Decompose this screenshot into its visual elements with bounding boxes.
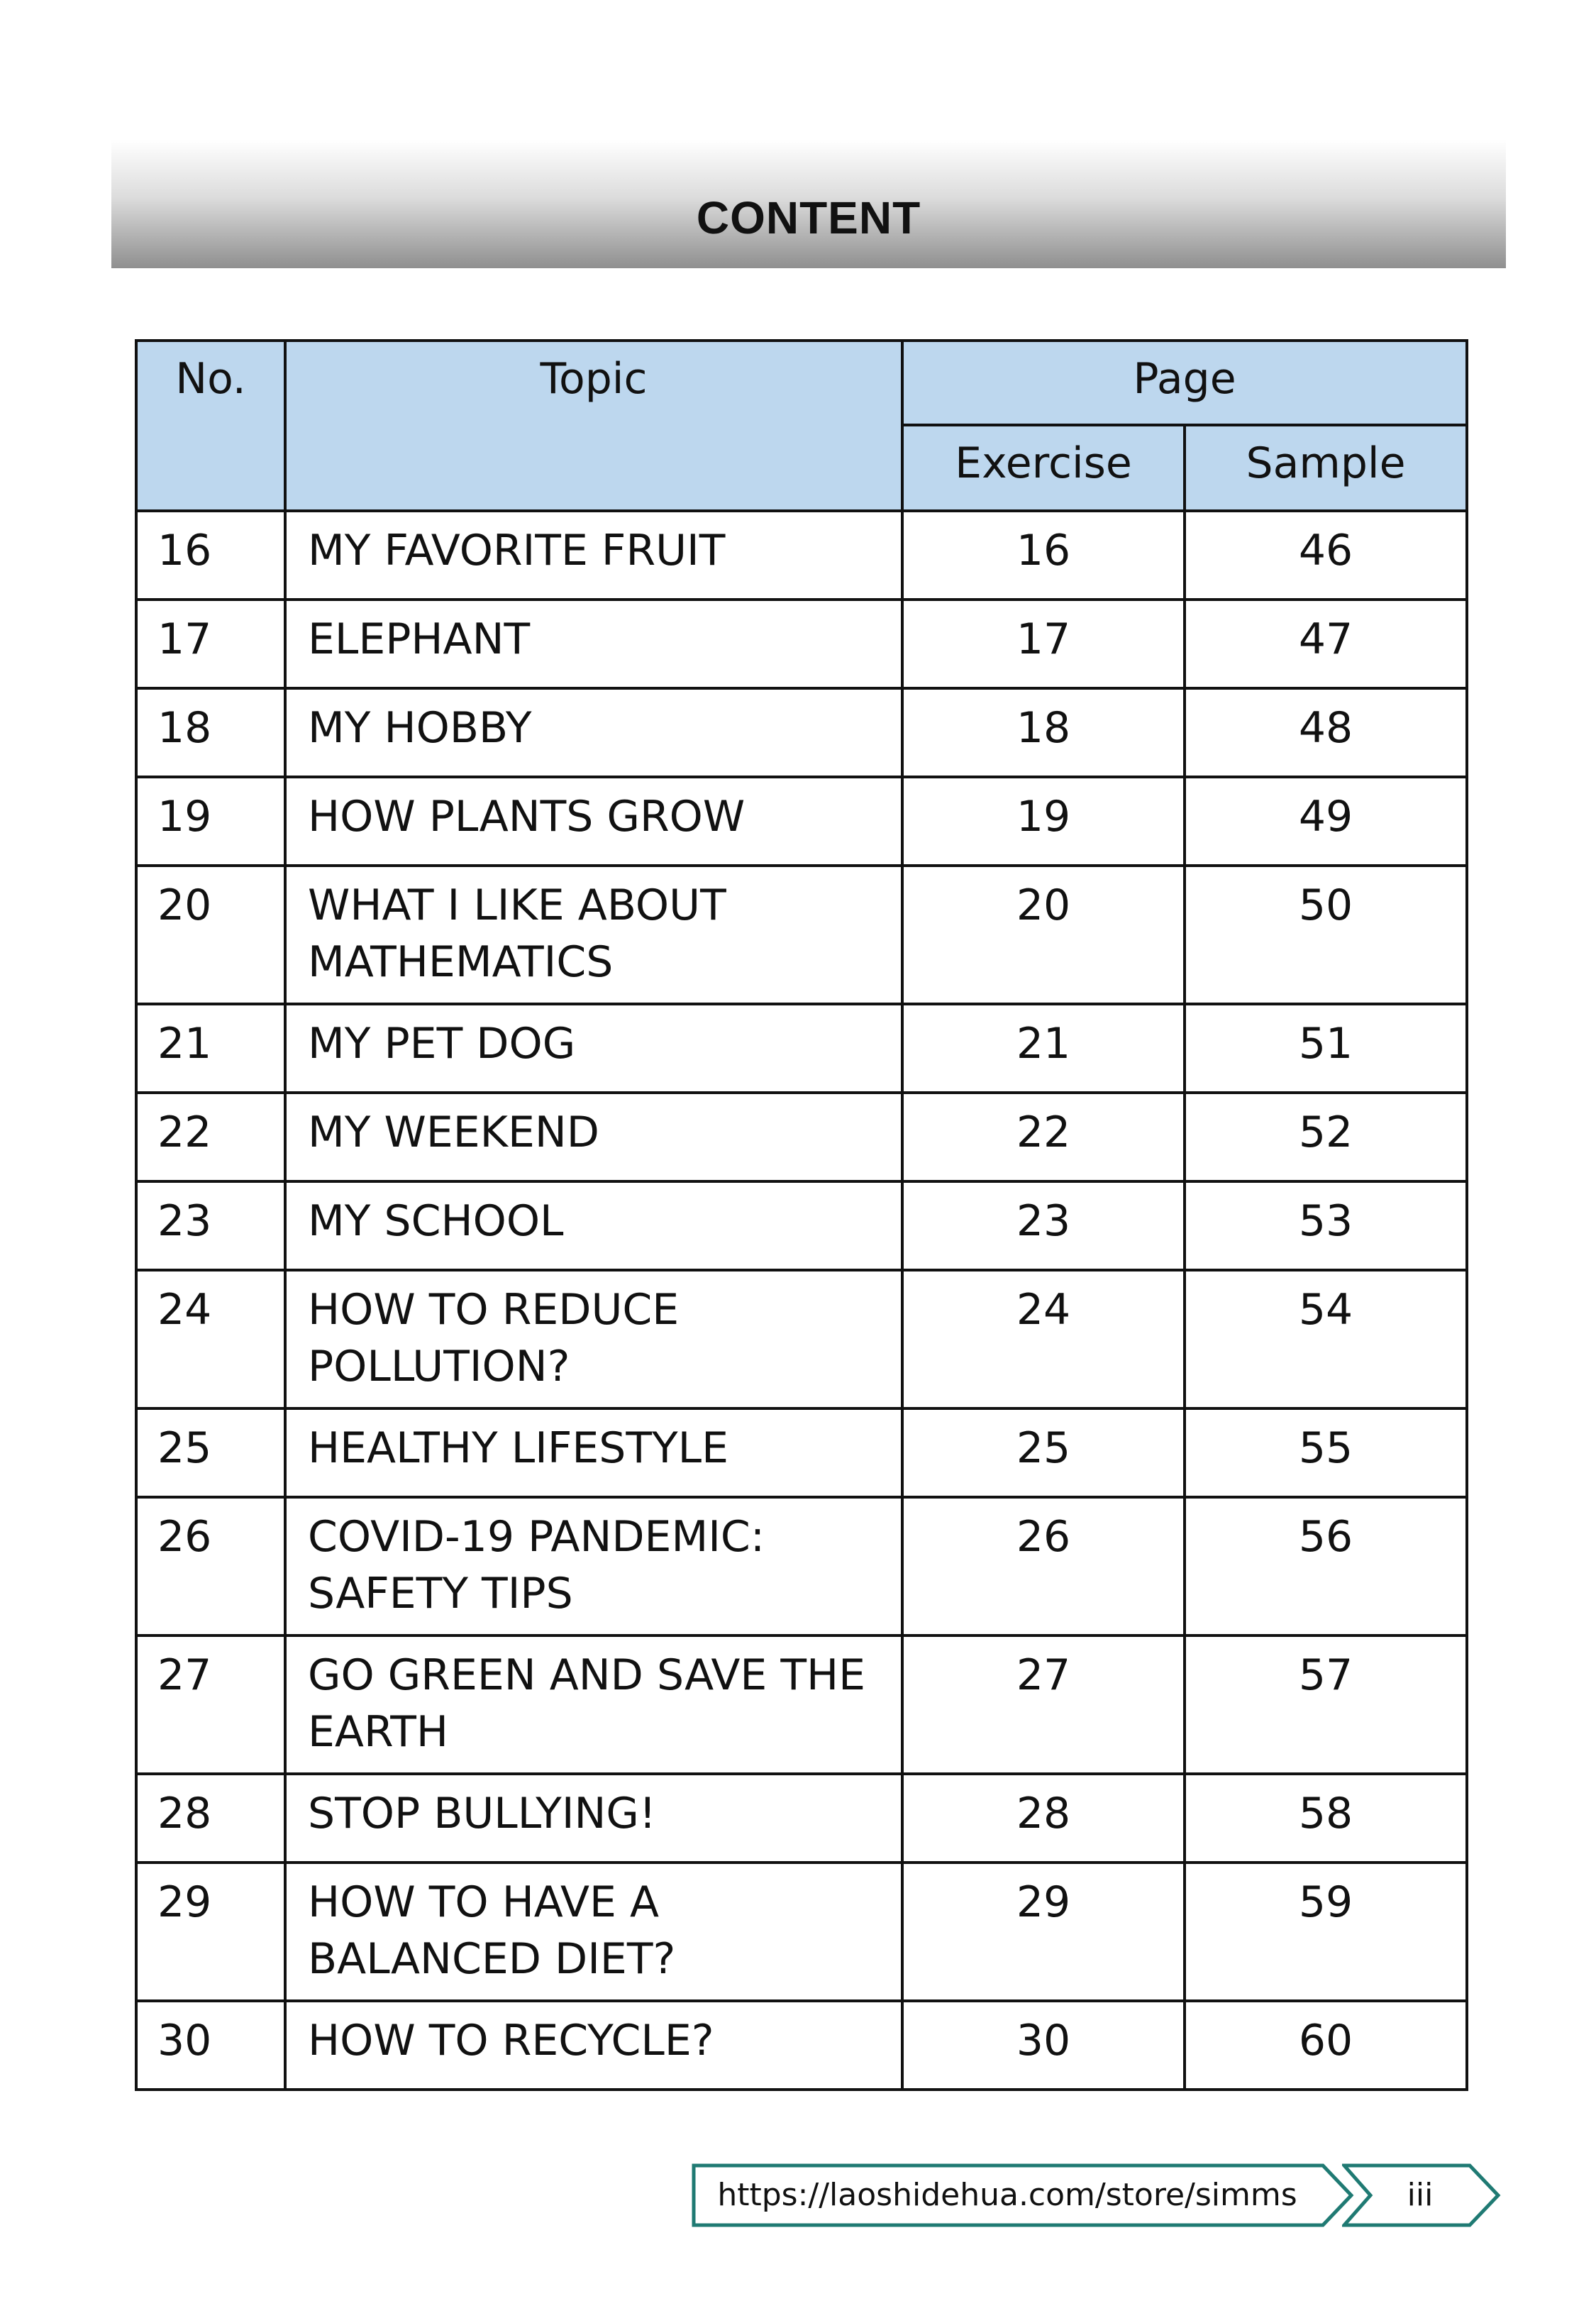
table-row bbox=[136, 777, 1467, 866]
row-number: 25 bbox=[136, 1408, 285, 1497]
row-number: 19 bbox=[136, 777, 285, 866]
row-sample-page: 54 bbox=[1185, 1270, 1467, 1408]
row-sample-page: 49 bbox=[1185, 777, 1467, 866]
table-row bbox=[136, 2001, 1467, 2090]
header-no: No. bbox=[136, 341, 285, 511]
page-title: CONTENT bbox=[696, 192, 921, 243]
row-number: 23 bbox=[136, 1181, 285, 1270]
footer-page-marker bbox=[1342, 2163, 1502, 2227]
row-sample-page: 55 bbox=[1185, 1408, 1467, 1497]
row-sample-page: 48 bbox=[1185, 688, 1467, 777]
table-row bbox=[136, 1497, 1467, 1635]
row-sample-page: 47 bbox=[1185, 600, 1467, 688]
row-sample-page: 53 bbox=[1185, 1181, 1467, 1270]
page-number: iii bbox=[1407, 2177, 1434, 2213]
row-exercise-page: 22 bbox=[902, 1093, 1185, 1181]
row-topic: MY PET DOG bbox=[285, 1004, 902, 1093]
row-sample-page: 59 bbox=[1185, 1863, 1467, 2001]
row-exercise-page: 26 bbox=[902, 1497, 1185, 1635]
row-exercise-page: 20 bbox=[902, 866, 1185, 1004]
title-banner bbox=[111, 140, 1506, 268]
footer-url[interactable]: https://laoshidehua.com/store/simms bbox=[717, 2177, 1297, 2213]
row-topic: HEALTHY LIFESTYLE bbox=[285, 1408, 902, 1497]
row-exercise-page: 25 bbox=[902, 1408, 1185, 1497]
table-row bbox=[136, 1774, 1467, 1863]
row-exercise-page: 19 bbox=[902, 777, 1185, 866]
row-topic: HOW TO REDUCE POLLUTION? bbox=[285, 1270, 902, 1408]
row-exercise-page: 21 bbox=[902, 1004, 1185, 1093]
row-sample-page: 51 bbox=[1185, 1004, 1467, 1093]
contents-table bbox=[135, 339, 1468, 2091]
row-topic: HOW TO HAVE A BALANCED DIET? bbox=[285, 1863, 902, 2001]
row-sample-page: 56 bbox=[1185, 1497, 1467, 1635]
row-topic: MY SCHOOL bbox=[285, 1181, 902, 1270]
row-number: 29 bbox=[136, 1863, 285, 2001]
table-row bbox=[136, 866, 1467, 1004]
table-row bbox=[136, 1181, 1467, 1270]
row-exercise-page: 23 bbox=[902, 1181, 1185, 1270]
row-number: 16 bbox=[136, 511, 285, 600]
row-exercise-page: 24 bbox=[902, 1270, 1185, 1408]
table-row bbox=[136, 1863, 1467, 2001]
row-exercise-page: 29 bbox=[902, 1863, 1185, 2001]
row-sample-page: 57 bbox=[1185, 1635, 1467, 1774]
row-exercise-page: 30 bbox=[902, 2001, 1185, 2090]
row-topic: MY WEEKEND bbox=[285, 1093, 902, 1181]
row-exercise-page: 27 bbox=[902, 1635, 1185, 1774]
table-row bbox=[136, 1093, 1467, 1181]
table-row bbox=[136, 1270, 1467, 1408]
table-row bbox=[136, 1635, 1467, 1774]
row-exercise-page: 28 bbox=[902, 1774, 1185, 1863]
row-exercise-page: 16 bbox=[902, 511, 1185, 600]
footer-url-banner[interactable] bbox=[692, 2163, 1355, 2227]
row-sample-page: 46 bbox=[1185, 511, 1467, 600]
row-number: 18 bbox=[136, 688, 285, 777]
header-page: Page bbox=[902, 341, 1467, 425]
row-sample-page: 50 bbox=[1185, 866, 1467, 1004]
row-number: 26 bbox=[136, 1497, 285, 1635]
row-number: 21 bbox=[136, 1004, 285, 1093]
row-number: 22 bbox=[136, 1093, 285, 1181]
row-number: 30 bbox=[136, 2001, 285, 2090]
row-number: 28 bbox=[136, 1774, 285, 1863]
row-exercise-page: 18 bbox=[902, 688, 1185, 777]
row-sample-page: 52 bbox=[1185, 1093, 1467, 1181]
row-exercise-page: 17 bbox=[902, 600, 1185, 688]
row-number: 17 bbox=[136, 600, 285, 688]
row-topic: MY HOBBY bbox=[285, 688, 902, 777]
row-topic: HOW PLANTS GROW bbox=[285, 777, 902, 866]
row-topic: WHAT I LIKE ABOUT MATHEMATICS bbox=[285, 866, 902, 1004]
table-row bbox=[136, 1408, 1467, 1497]
header-exercise: Exercise bbox=[902, 425, 1185, 511]
table-row bbox=[136, 688, 1467, 777]
table-row bbox=[136, 1004, 1467, 1093]
row-sample-page: 58 bbox=[1185, 1774, 1467, 1863]
table-row bbox=[136, 600, 1467, 688]
row-number: 27 bbox=[136, 1635, 285, 1774]
row-topic: STOP BULLYING! bbox=[285, 1774, 902, 1863]
row-sample-page: 60 bbox=[1185, 2001, 1467, 2090]
row-number: 20 bbox=[136, 866, 285, 1004]
table-row bbox=[136, 511, 1467, 600]
row-topic: GO GREEN AND SAVE THE EARTH bbox=[285, 1635, 902, 1774]
row-topic: MY FAVORITE FRUIT bbox=[285, 511, 902, 600]
row-number: 24 bbox=[136, 1270, 285, 1408]
header-row bbox=[136, 341, 1467, 425]
row-topic: HOW TO RECYCLE? bbox=[285, 2001, 902, 2090]
row-topic: ELEPHANT bbox=[285, 600, 902, 688]
header-sample: Sample bbox=[1185, 425, 1467, 511]
row-topic: COVID-19 PANDEMIC: SAFETY TIPS bbox=[285, 1497, 902, 1635]
header-topic: Topic bbox=[285, 341, 902, 511]
